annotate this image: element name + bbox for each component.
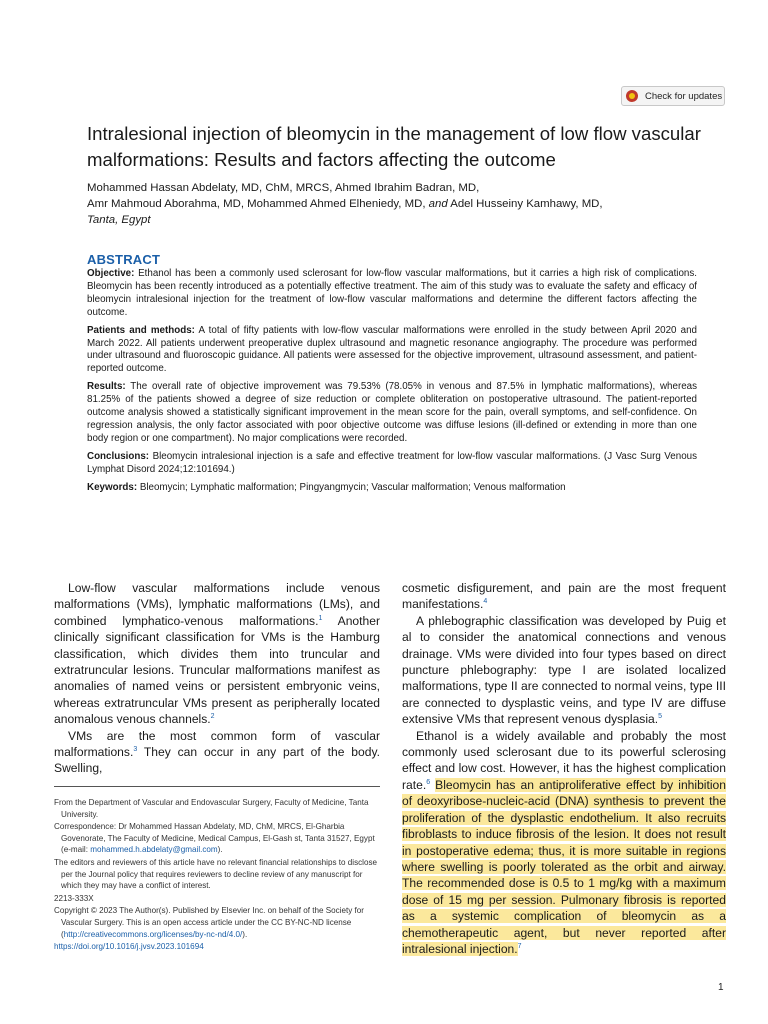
email-link[interactable]: mohammed.h.abdelaty@gmail.com bbox=[90, 845, 218, 855]
body-column-left bbox=[54, 580, 380, 777]
body-text: Another clinically significant classification for VMs is the Hamburg classification, which divides them into truncular and extratruncular lesions. Truncular malformations manifest as anomalies of named veins or persistent embryonic veins, whereas extratruncular VMs present as peripherally located anomalous venous channels. bbox=[54, 613, 380, 727]
highlighted-text: Bleomycin has an antiproliferative effect by inhibition of deoxyribose-nucleic-acid (DNA) synthesis to prevent the proliferation of the dysplastic endothelium. It also recruits fibroblasts to induce fibrosis of the lesion. It does not result in postoperative edema; thus, it is more suitable in regions where swelling is poorly tolerated as the orbit and airway. The recommended dose is 0.5 to 1 mg/kg with a maximum dose of 15 mg per session. Pulmonary fibrosis is reported as a systemic complication of bleomycin as a chemotherapeutic agent, but never reported after intralesional injection. bbox=[402, 777, 726, 956]
doi-link[interactable]: https://doi.org/10.1016/j.jvsv.2023.101694 bbox=[54, 942, 204, 952]
objective-label: Objective: bbox=[87, 268, 135, 279]
body-paragraph bbox=[54, 728, 380, 777]
reference-link[interactable]: 5 bbox=[658, 713, 663, 721]
abstract-methods bbox=[87, 325, 697, 377]
abstract-results bbox=[87, 381, 697, 446]
body-text: Low-flow vascular malformations include venous malformations (VMs), lymphatic malformations (LMs), and combined lymphatico-venous malformations. bbox=[54, 581, 380, 628]
footnote-divider bbox=[54, 786, 380, 787]
author-affiliation: Tanta, Egypt bbox=[87, 214, 151, 226]
methods-label: Patients and methods: bbox=[87, 324, 195, 336]
keywords-text: Bleomycin; Lymphatic malformation; Pingyangmycin; Vascular malformation; Venous malformation bbox=[139, 481, 566, 493]
article-title: Intralesional injection of bleomycin in the management of low flow vascular malformations: Results and factors affecting the outcome bbox=[87, 123, 701, 170]
author-line-2 bbox=[87, 196, 707, 212]
check-for-updates-button[interactable] bbox=[621, 86, 725, 106]
methods-text: A total of fifty patients with low-flow vascular malformations were enrolled in the study between April 2020 and March 2022. All patients underwent preoperative duplex ultrasound and magnetic resonance angiography. The procedure was performed under ultrasound and fluoroscopic guidance. All patients were assessed for the objective improvement, ultrasound assessment, and patient-reported outcome. bbox=[87, 324, 697, 375]
copyright-end: ). bbox=[242, 929, 248, 939]
reference-link[interactable]: 2 bbox=[210, 713, 215, 721]
abstract-body bbox=[87, 268, 697, 500]
abstract-heading: ABSTRACT bbox=[87, 252, 161, 267]
body-text: They can occur in any part of the body. Swelling, bbox=[54, 745, 380, 776]
page-number: 1 bbox=[718, 982, 724, 993]
results-label: Results: bbox=[87, 381, 126, 393]
conclusions-text: Bleomycin intralesional injection is a safe and effective treatment for low-flow vascular malformations. (J Vasc Surg Venous Lymphat Disord 2024;12:101694.) bbox=[87, 450, 697, 475]
author-line-2a: Amr Mahmoud Aborahma, MD, Mohammed Ahmed Elheniedy, MD, bbox=[87, 198, 426, 210]
body-paragraph bbox=[402, 728, 726, 958]
author-block bbox=[87, 180, 707, 228]
author-line-2b: Adel Husseiny Kamhawy, MD, bbox=[450, 198, 603, 210]
reference-link[interactable]: 1 bbox=[318, 614, 323, 622]
keywords-label: Keywords: bbox=[87, 481, 138, 493]
body-text: A phlebographic classification was developed by Puig et al to consider the anatomical connections and venous drainage. VMs were divided into four types based on direct puncture phlebography: type I are isolated localized malformations, type II are connected to normal veins, type III are connected to dysplastic veins, and type IV are diffuse extensive VMs that represent venous dysplasia. bbox=[402, 613, 726, 727]
reference-link[interactable]: 3 bbox=[133, 746, 138, 754]
footnote-disclosure: The editors and reviewers of this article have no relevant financial relationships to disclose per the Journal policy that requires reviewers to decline review of any manuscript for which they may have a conflict of interest. bbox=[54, 857, 378, 891]
body-text: VMs are the most common form of vascular malformations. bbox=[54, 728, 380, 760]
body-column-right bbox=[402, 580, 726, 957]
footnote-copyright bbox=[54, 905, 380, 940]
body-paragraph bbox=[402, 580, 726, 613]
reference-link[interactable]: 7 bbox=[517, 942, 522, 950]
reference-link[interactable]: 6 bbox=[426, 778, 431, 786]
correspondence-end: ). bbox=[217, 845, 223, 855]
abstract-keywords bbox=[87, 482, 697, 495]
abstract-objective bbox=[87, 268, 697, 320]
check-for-updates-label: Check for updates bbox=[645, 90, 723, 102]
footnotes bbox=[54, 797, 380, 954]
reference-link[interactable]: 4 bbox=[483, 598, 488, 606]
body-text: Ethanol is a widely available and probably the most commonly used sclerosant due to its powerful sclerosing effect and low cost. However, it has the highest complication rate. bbox=[402, 728, 726, 792]
body-paragraph bbox=[54, 580, 380, 728]
body-paragraph bbox=[402, 613, 726, 728]
author-and: and bbox=[428, 198, 448, 210]
objective-text: Ethanol has been a commonly used sclerosant for low-flow vascular malformations, but it carries a high risk of complications. Bleomycin has been recently introduced as a potentially effective treatment. The aim of this study was to evaluate the safety and efficacy of bleomycin intralesional injection for the treatment of low-flow vascular malformations and determine the different factors affecting the outcome. bbox=[87, 268, 697, 318]
footnote-department: From the Department of Vascular and Endovascular Surgery, Faculty of Medicine, Tanta University. bbox=[54, 798, 369, 819]
abstract-conclusions bbox=[87, 451, 697, 477]
correspondence-text: Correspondence: Dr Mohammed Hassan Abdelaty, MD, ChM, MRCS, El-Gharbia Govenorate, The Faculty of Medicine, Medical Campus, El-Gash st, Tanta 31527, Egypt (e-mail: bbox=[54, 822, 375, 855]
copyright-text: Copyright © 2023 The Author(s). Published by Elsevier Inc. on behalf of the Society for Vascular Surgery. This is an open access article under the CC BY-NC-ND license ( bbox=[54, 906, 364, 939]
crossmark-icon bbox=[626, 90, 638, 102]
footnote-correspondence bbox=[54, 821, 380, 856]
body-text: cosmetic disfigurement, and pain are the most frequent manifestations. bbox=[402, 581, 726, 612]
conclusions-label: Conclusions: bbox=[87, 450, 150, 462]
footnote-doi bbox=[54, 941, 380, 953]
results-text: The overall rate of objective improvement was 79.53% (78.05% in venous and 87.5% in lymphatic malformations), whereas 81.25% of the patients showed a degree of size reduction or complete obliteration on postoperative ultrasound. The patient-reported outcome analysis showed a statistically significant improvement in the mean score for the pain, overall symptoms, and self-confidence. On regression analysis, the only factor associated with poor objective outcome was diffuse lesions (ill-defined or extending in more than one body region or one compartment). No major complications were recorded. bbox=[87, 381, 698, 444]
author-line-1: Mohammed Hassan Abdelaty, MD, ChM, MRCS, Ahmed Ibrahim Badran, MD, bbox=[87, 182, 480, 194]
footnote-issn: 2213-333X bbox=[54, 893, 94, 903]
license-link[interactable]: http://creativecommons.org/licenses/by-nc-nd/4.0/ bbox=[63, 929, 243, 939]
